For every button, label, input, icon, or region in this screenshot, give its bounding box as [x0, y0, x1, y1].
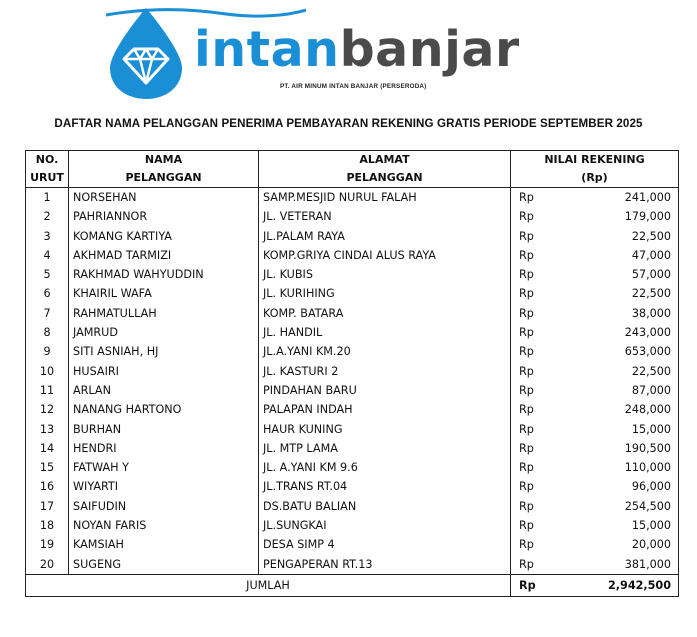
row-number: 5 [26, 265, 69, 284]
bill-value: 15,000 [541, 516, 679, 535]
customer-address: JL.SUNGKAI [259, 516, 511, 535]
table-row [26, 420, 679, 439]
brand-name: intanbanjar [194, 21, 520, 78]
currency-label: Rp [519, 557, 534, 571]
row-number: 12 [26, 400, 69, 419]
table-row [26, 400, 679, 419]
currency-label: Rp [519, 519, 534, 533]
row-number: 14 [26, 439, 69, 458]
customer-address: PENGAPERAN RT.13 [259, 555, 511, 575]
bill-value: 248,000 [541, 400, 679, 419]
customer-address: JL.TRANS RT.04 [259, 477, 511, 496]
bill-value: 22,500 [541, 284, 679, 303]
customer-name: ARLAN [69, 381, 259, 400]
table-row [26, 535, 679, 554]
currency-label: Rp [519, 364, 534, 378]
row-number: 9 [26, 342, 69, 361]
bill-value: 190,500 [541, 439, 679, 458]
header-name: NAMA [69, 151, 259, 170]
table-row [26, 246, 679, 265]
customer-name: JAMRUD [69, 323, 259, 342]
customer-address: JL. MTP LAMA [259, 439, 511, 458]
table-row [26, 323, 679, 342]
total-currency: Rp [511, 574, 541, 596]
row-number: 16 [26, 477, 69, 496]
currency-label: Rp [519, 306, 534, 320]
table-header [26, 151, 679, 188]
customer-address: SAMP.MESJID NURUL FALAH [259, 188, 511, 208]
bill-value: 22,500 [541, 227, 679, 246]
table-footer [26, 574, 679, 596]
customer-address: JL. KUBIS [259, 265, 511, 284]
customer-address: PINDAHAN BARU [259, 381, 511, 400]
row-number: 18 [26, 516, 69, 535]
customer-name: HENDRI [69, 439, 259, 458]
row-number: 2 [26, 207, 69, 226]
customer-name: NORSEHAN [69, 188, 259, 208]
table-row [26, 497, 679, 516]
currency-label: Rp [519, 480, 534, 494]
bill-value: 57,000 [541, 265, 679, 284]
bill-value: 15,000 [541, 420, 679, 439]
header-address-sub: PELANGGAN [259, 169, 511, 188]
row-number: 1 [26, 188, 69, 208]
customer-address: JL. VETERAN [259, 207, 511, 226]
bill-value: 22,500 [541, 362, 679, 381]
currency-label: Rp [519, 441, 534, 455]
currency-label: Rp [519, 248, 534, 262]
table-row [26, 188, 679, 208]
bill-value: 241,000 [541, 188, 679, 208]
row-number: 20 [26, 555, 69, 575]
customer-name: RAKHMAD WAHYUDDIN [69, 265, 259, 284]
customer-name: NOYAN FARIS [69, 516, 259, 535]
customer-name: WIYARTI [69, 477, 259, 496]
bill-value: 38,000 [541, 304, 679, 323]
currency-label: Rp [519, 268, 534, 282]
customer-address: JL. A.YANI KM 9.6 [259, 458, 511, 477]
table-row [26, 362, 679, 381]
customer-address: JL. KURIHING [259, 284, 511, 303]
row-number: 3 [26, 227, 69, 246]
row-number: 13 [26, 420, 69, 439]
row-number: 7 [26, 304, 69, 323]
customer-address: JL.PALAM RAYA [259, 227, 511, 246]
row-number: 6 [26, 284, 69, 303]
currency-label: Rp [519, 287, 534, 301]
bill-value: 20,000 [541, 535, 679, 554]
total-value: 2,942,500 [541, 574, 679, 596]
bill-value: 381,000 [541, 555, 679, 575]
row-number: 19 [26, 535, 69, 554]
currency-label: Rp [519, 191, 534, 204]
bill-value: 96,000 [541, 477, 679, 496]
currency-label: Rp [519, 210, 534, 224]
row-number: 11 [26, 381, 69, 400]
bill-value: 47,000 [541, 246, 679, 265]
customer-address: JL.A.YANI KM.20 [259, 342, 511, 361]
customer-name: NANANG HARTONO [69, 400, 259, 419]
table-row [26, 439, 679, 458]
customer-name: PAHRIANNOR [69, 207, 259, 226]
row-number: 8 [26, 323, 69, 342]
header-value-sub: (Rp) [581, 171, 608, 184]
header-no: NO. [26, 151, 69, 170]
table-row [26, 555, 679, 575]
customer-name: KHAIRIL WAFA [69, 284, 259, 303]
table-row [26, 516, 679, 535]
table-row [26, 304, 679, 323]
table-row [26, 458, 679, 477]
header-address: ALAMAT [259, 151, 511, 170]
customer-name: RAHMATULLAH [69, 304, 259, 323]
currency-label: Rp [519, 461, 534, 475]
currency-label: Rp [519, 229, 534, 243]
header-value: NILAI REKENING [544, 153, 645, 166]
currency-label: Rp [519, 538, 534, 552]
customer-address: PALAPAN INDAH [259, 400, 511, 419]
currency-label: Rp [519, 499, 534, 513]
row-number: 17 [26, 497, 69, 516]
header-name-sub: PELANGGAN [69, 169, 259, 188]
bill-value: 243,000 [541, 323, 679, 342]
company-logo [106, 6, 546, 106]
customer-address: KOMP.GRIYA CINDAI ALUS RAYA [259, 246, 511, 265]
customer-name: BURHAN [69, 420, 259, 439]
customer-address: JL. KASTURI 2 [259, 362, 511, 381]
bill-value: 87,000 [541, 381, 679, 400]
header-no-sub: URUT [26, 169, 69, 188]
wave-icon [106, 6, 306, 20]
table-row [26, 342, 679, 361]
bill-value: 179,000 [541, 207, 679, 226]
water-drop-diamond-icon [106, 6, 186, 101]
table-row [26, 381, 679, 400]
customer-name: SITI ASNIAH, HJ [69, 342, 259, 361]
currency-label: Rp [519, 403, 534, 417]
table-row [26, 265, 679, 284]
customer-name: KAMSIAH [69, 535, 259, 554]
bill-value: 110,000 [541, 458, 679, 477]
customer-name: AKHMAD TARMIZI [69, 246, 259, 265]
table-row [26, 227, 679, 246]
customer-name: FATWAH Y [69, 458, 259, 477]
customer-name: SUGENG [69, 555, 259, 575]
bill-value: 254,500 [541, 497, 679, 516]
customer-name: HUSAIRI [69, 362, 259, 381]
table-body [26, 188, 679, 575]
customer-table [25, 150, 679, 597]
customer-address: DS.BATU BALIAN [259, 497, 511, 516]
customer-address: HAUR KUNING [259, 420, 511, 439]
customer-address: JL. HANDIL [259, 323, 511, 342]
table-row [26, 207, 679, 226]
customer-address: DESA SIMP 4 [259, 535, 511, 554]
bill-value: 653,000 [541, 342, 679, 361]
table-row [26, 477, 679, 496]
row-number: 15 [26, 458, 69, 477]
currency-label: Rp [519, 422, 534, 436]
customer-address: KOMP. BATARA [259, 304, 511, 323]
currency-label: Rp [519, 345, 534, 359]
customer-name: KOMANG KARTIYA [69, 227, 259, 246]
currency-label: Rp [519, 383, 534, 397]
page-title: DAFTAR NAMA PELANGGAN PENERIMA PEMBAYARAN REKENING GRATIS PERIODE SEPTEMBER 2025 [54, 117, 643, 130]
row-number: 4 [26, 246, 69, 265]
row-number: 10 [26, 362, 69, 381]
table-row [26, 284, 679, 303]
customer-name: SAIFUDIN [69, 497, 259, 516]
currency-label: Rp [519, 326, 534, 340]
company-tagline: PT. AIR MINUM INTAN BANJAR (PERSERODA) [280, 83, 427, 90]
total-label: JUMLAH [26, 574, 511, 596]
